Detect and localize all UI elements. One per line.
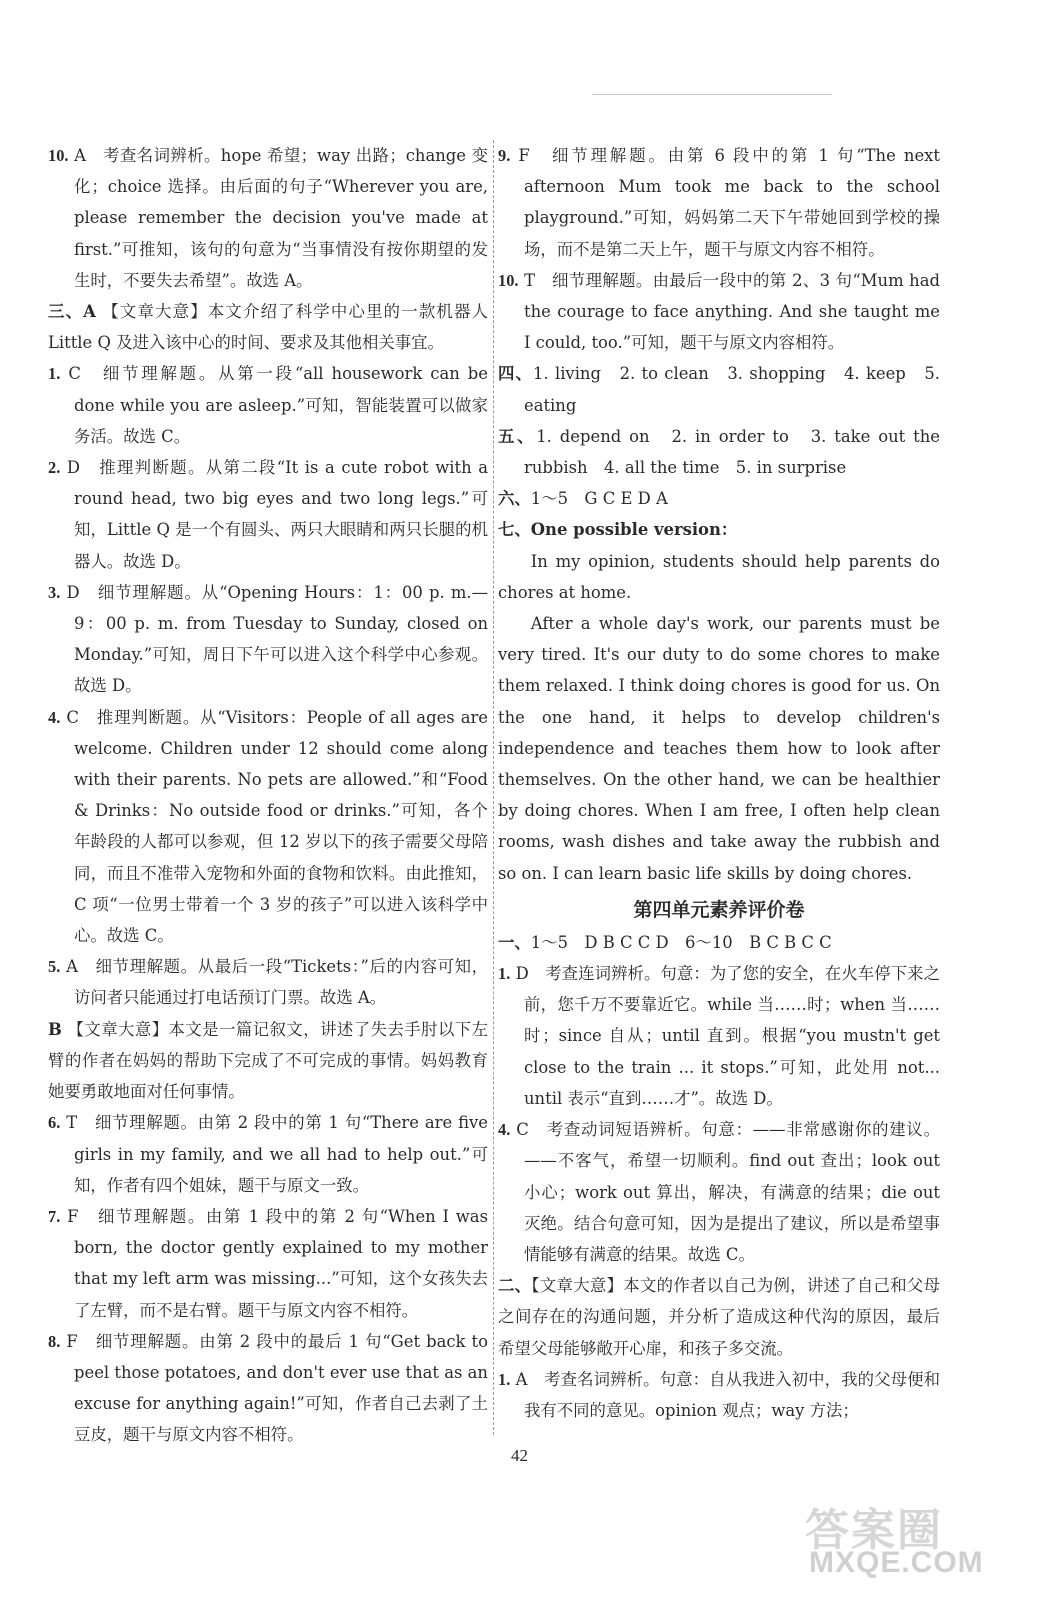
section-header: 三、A 【文章大意】本文介绍了科学中心里的一款机器人 Little Q 及进入该中心的时间、要求及其他相关事宜。 (48, 302, 488, 353)
watermark-text-en: MXQE.COM (809, 1546, 984, 1579)
answer-item: 10. A 考查名词辨析。hope 希望；way 出路；change 变化；choice 选择。由后面的句子“Wherever you are, please remember the decision you've made at first.”可推知，该句的句意为“当事情没有按你期望的发生时，不要失去希望”。故选 A。 (48, 146, 488, 290)
answer-item: 1. D 考查连词辨析。句意：为了您的安全，在火车停下来之前，您千万不要靠近它。while 当……时；when 当……时；since 自从；until 直到。根据“you mustn't get close to the train ... it stops.”可知，此处用 not... until 表示“直到……才”。故选 D。 (498, 964, 941, 1108)
answer-item: 3. D 细节理解题。从“Opening Hours：1：00 p. m.—9：00 p. m. from Tuesday to Sunday, closed on Monday.”可知，周日下午可以进入这个科学中心参观。故选 D。 (48, 582, 488, 696)
answer-item: 10. T 细节理解题。由最后一段中的第 2、3 句“Mum had the courage to face anything. And she taught me I could, too.”可知，题干与原文内容相符。 (498, 270, 941, 353)
column-divider (493, 140, 494, 1435)
essay-paragraph: In my opinion, students should help parents do chores at home. (498, 551, 940, 602)
section-answers: 一、1～5 D B C C D 6～10 B C B C C (498, 932, 832, 952)
header-rule (592, 94, 832, 95)
section-answers: 五、1. depend on 2. in order to 3. take out the rubbish 4. all the time 5. in surprise (498, 426, 941, 478)
answer-item: 2. D 推理判断题。从第二段“It is a cute robot with a round head, two big eyes and two long legs.”可知，Little Q 是一个有圆头、两只大眼睛和两只长腿的机器人。故选 D。 (48, 458, 488, 571)
answer-item: 1. C 细节理解题。从第一段“all housework can be done while you are asleep.”可知，智能装置可以做家务活。故选 C。 (48, 364, 489, 446)
essay-paragraph: After a whole day's work, our parents must be very tired. It's our duty to do some chores to make them relaxed. I think doing chores is good for us. On the one hand, it helps to develop children's independence and teaches them how to look after themselves. On the other hand, we can be healthier by doing chores. When I am free, I often help clean rooms, wash dishes and take away the rubbish and so on. I can learn basic life skills by doing chores. (498, 614, 940, 883)
section-answers: 六、1～5 G C E D A (498, 489, 668, 509)
answer-item: 8. F 细节理解题。由第 2 段中的最后 1 句“Get back to peel those potatoes, and don't ever use that as an excuse for anything again!”可知，作者自己去剥了土豆皮，题干与原文内容不相符。 (48, 1331, 488, 1445)
section-header: B 【文章大意】本文是一篇记叙文，讲述了失去手肘以下左臂的作者在妈妈的帮助下完成了不可完成的事情。妈妈教育她要勇敢地面对任何事情。 (48, 1019, 489, 1102)
right-column (498, 140, 940, 1426)
page-number: 42 (511, 1446, 528, 1465)
answer-item: 7. F 细节理解题。由第 1 段中的第 2 句“When I was born, the doctor gently explained to my mother that my left arm was missing...”可知，这个女孩失去了左臂，而不是右臂。题干与原文内容不相符。 (48, 1206, 488, 1320)
watermark-logo (799, 1494, 999, 1590)
left-column (48, 140, 488, 1451)
answer-item: 1. A 考查名词辨析。句意：自从我进入初中，我的父母便和我有不同的意见。opinion 观点；way 方法； (498, 1369, 940, 1420)
answer-item: 9. F 细节理解题。由第 6 段中的第 1 句“The next afternoon Mum took me back to the school playground.”可知，妈妈第二天下午带她回到学校的操场，而不是第二天上午，题干与原文内容不相符。 (498, 146, 940, 259)
section-answers: 四、1. living 2. to clean 3. shopping 4. keep 5. eating (498, 364, 941, 415)
answer-item: 6. T 细节理解题。由第 2 段中的第 1 句“There are five girls in my family, and we all had to help out.”可知，作者有四个姐妹，题干与原文一致。 (48, 1113, 488, 1195)
answer-item: 4. C 考查动词短语辨析。句意：——非常感谢你的建议。——不客气，希望一切顺利。find out 查出；look out 小心；work out 算出，解决，有满意的结果；die out 灭绝。结合句意可知，因为是提出了建议，所以是希望事情能够有满意的结果。故选 C。 (498, 1120, 940, 1264)
unit-heading: 第四单元素养评价卷 (633, 898, 805, 921)
answer-item: 4. C 推理判断题。从“Visitors：People of all ages are welcome. Children under 12 should come along with their parents. No pets are allowed.”和“Food & Drinks：No outside food or drinks.”可知，各个年龄段的人都可以参观，但 12 岁以下的孩子需要父母陪同，而且不准带入宠物和外面的食物和饮料。由此推知，C 项“一位男士带着一个 3 岁的孩子”可以进入该科学中心。故选 C。 (48, 707, 489, 946)
answer-item: 5. A 细节理解题。从最后一段“Tickets：”后的内容可知，访问者只能通过打电话预订门票。故选 A。 (48, 957, 488, 1008)
section-header: 七、One possible version： (498, 520, 738, 540)
section-header: 二、【文章大意】本文的作者以自己为例，讲述了自己和父母之间存在的沟通问题，并分析了造成这种代沟的原因，最后希望父母能够敞开心扉，和孩子多交流。 (498, 1276, 940, 1358)
watermark-text-cn: 答案圈 (805, 1505, 943, 1556)
